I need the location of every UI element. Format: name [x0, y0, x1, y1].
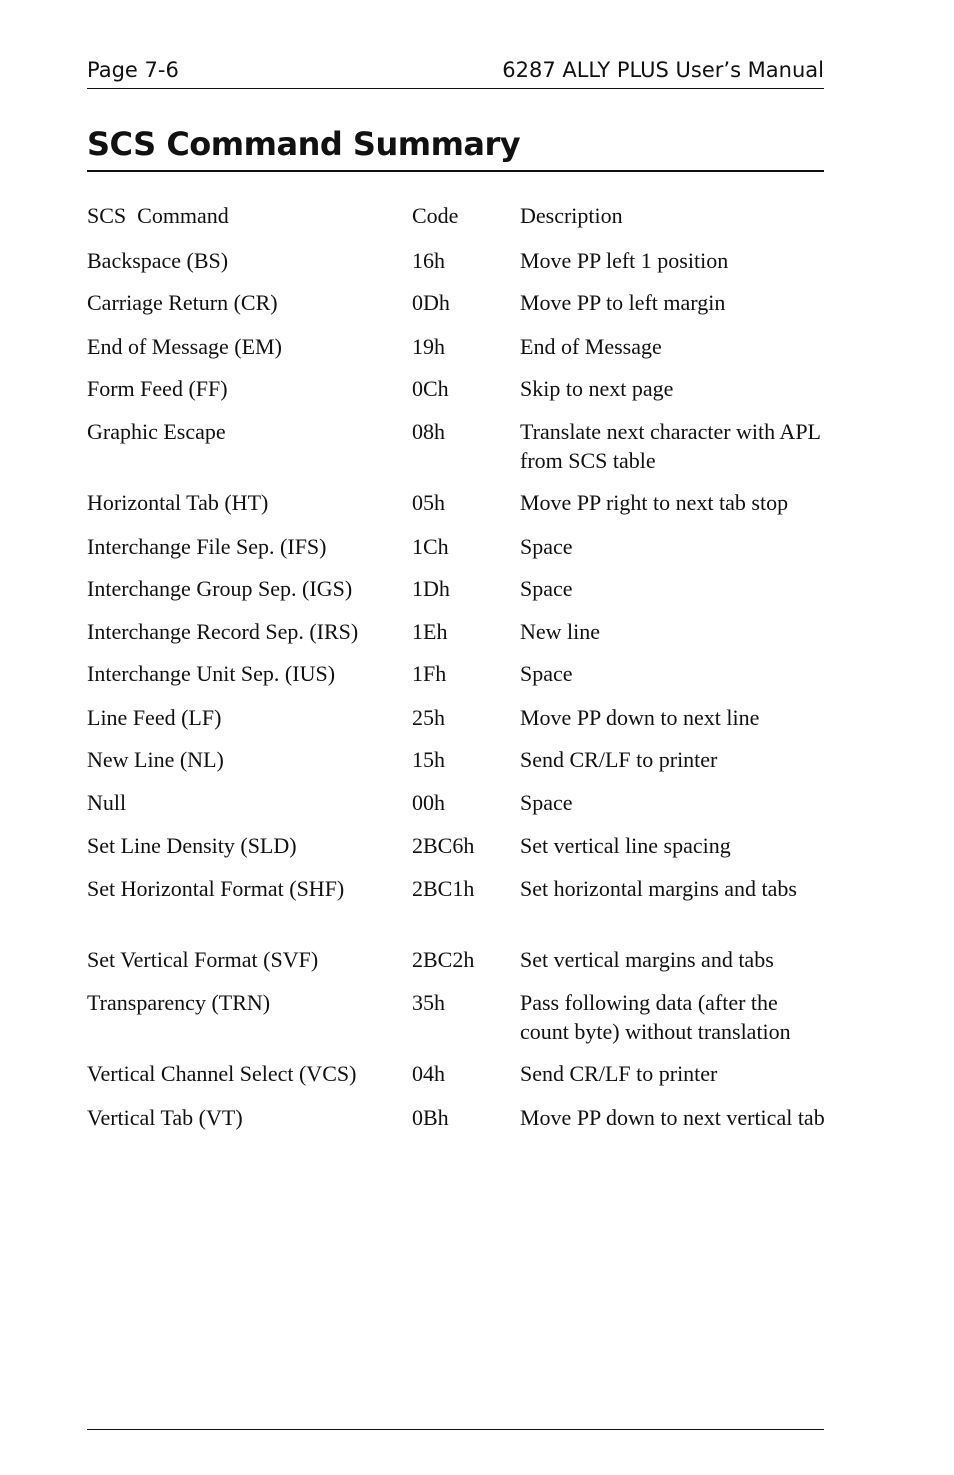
- command-description: Space: [520, 790, 573, 815]
- command-code: 0Dh: [412, 290, 450, 315]
- command-name: End of Message (EM): [87, 334, 282, 359]
- command-name: New Line (NL): [87, 747, 224, 772]
- command-description: Send CR/LF to printer: [520, 747, 718, 772]
- command-description: Translate next character with APL from SCS table: [520, 419, 821, 473]
- command-description: Set vertical line spacing: [520, 833, 731, 858]
- command-name: Horizontal Tab (HT): [87, 490, 269, 515]
- command-name: Form Feed (FF): [87, 376, 228, 401]
- command-name: Transparency (TRN): [87, 990, 271, 1015]
- column-header-command: SCS Command: [87, 203, 229, 228]
- command-code: 04h: [412, 1061, 445, 1086]
- command-name: Null: [87, 790, 127, 815]
- command-name: Interchange Unit Sep. (IUS): [87, 661, 336, 686]
- command-name: Set Line Density (SLD): [87, 833, 297, 858]
- command-name: Interchange Group Sep. (IGS): [87, 576, 353, 601]
- command-description: Move PP left 1 position: [520, 248, 729, 273]
- command-name: Vertical Tab (VT): [87, 1105, 243, 1130]
- command-name: Graphic Escape: [87, 419, 226, 444]
- command-code: 1Eh: [412, 619, 448, 644]
- command-code: 08h: [412, 419, 445, 444]
- command-description: Space: [520, 661, 573, 686]
- command-description: Set horizontal margins and tabs: [520, 876, 797, 901]
- command-description: Move PP down to next vertical tab: [520, 1105, 825, 1130]
- command-code: 00h: [412, 790, 445, 815]
- command-code: 25h: [412, 705, 445, 730]
- command-description: Skip to next page: [520, 376, 674, 401]
- command-description: Space: [520, 534, 573, 559]
- page-header: [87, 58, 824, 89]
- command-code: 15h: [412, 747, 445, 772]
- section-title: SCS Command Summary: [87, 122, 824, 172]
- command-name: Backspace (BS): [87, 248, 229, 273]
- command-name: Interchange Record Sep. (IRS): [87, 619, 359, 644]
- command-code: 2BC1h: [412, 876, 475, 901]
- column-header-description: Description: [520, 203, 623, 228]
- command-description: New line: [520, 619, 601, 644]
- command-code: 05h: [412, 490, 445, 515]
- command-name: Vertical Channel Select (VCS): [87, 1061, 357, 1086]
- command-description: Move PP right to next tab stop: [520, 490, 789, 515]
- command-code: 19h: [412, 334, 445, 359]
- command-code: 1Dh: [412, 576, 450, 601]
- command-code: 2BC6h: [412, 833, 475, 858]
- command-name: Carriage Return (CR): [87, 290, 278, 315]
- command-name: Interchange File Sep. (IFS): [87, 534, 327, 559]
- command-description: Pass following data (after the count byte) without translation: [520, 990, 791, 1044]
- command-description: End of Message: [520, 334, 662, 359]
- command-description: Move PP down to next line: [520, 705, 760, 730]
- command-name: Set Vertical Format (SVF): [87, 947, 319, 972]
- command-code: 2BC2h: [412, 947, 475, 972]
- column-header-code: Code: [412, 203, 459, 228]
- command-description: Move PP to left margin: [520, 290, 726, 315]
- command-name: Set Horizontal Format (SHF): [87, 876, 345, 901]
- command-description: Set vertical margins and tabs: [520, 947, 774, 972]
- page-number: Page 7-6: [87, 58, 179, 82]
- command-code: 1Ch: [412, 534, 449, 559]
- command-code: 35h: [412, 990, 445, 1015]
- command-code: 0Ch: [412, 376, 449, 401]
- manual-title: 6287 ALLY PLUS User’s Manual: [502, 58, 824, 82]
- command-description: Send CR/LF to printer: [520, 1061, 718, 1086]
- command-code: 0Bh: [412, 1105, 449, 1130]
- footer-rule: [87, 1429, 824, 1430]
- command-name: Line Feed (LF): [87, 705, 222, 730]
- command-description: Space: [520, 576, 573, 601]
- command-code: 1Fh: [412, 661, 447, 686]
- command-code: 16h: [412, 248, 445, 273]
